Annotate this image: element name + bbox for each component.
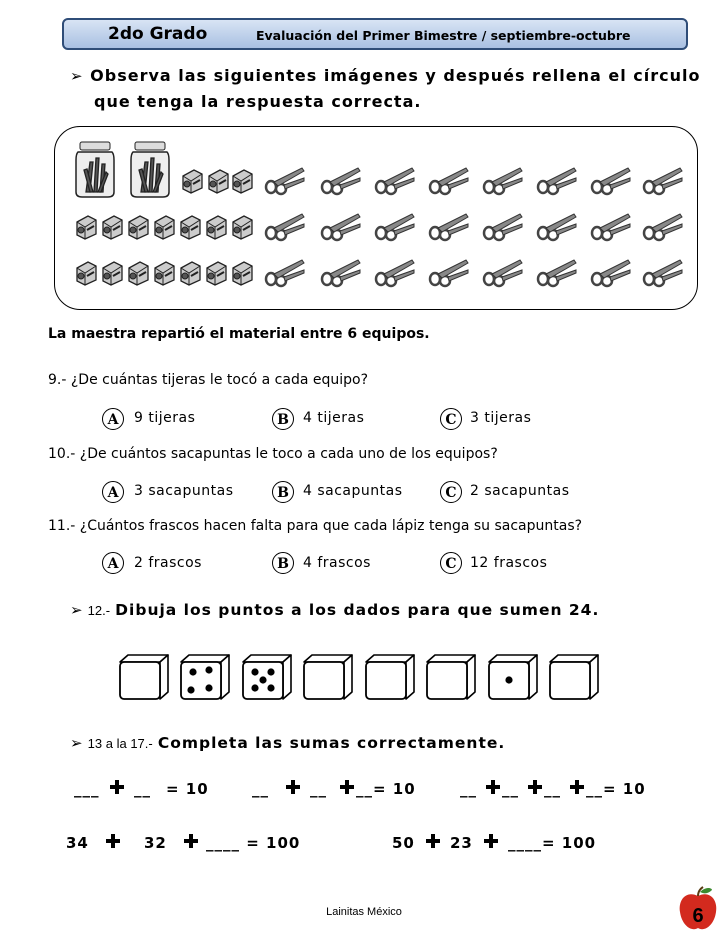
header-bar — [62, 18, 688, 50]
q10-option-a-text: 3 sacapuntas — [134, 483, 234, 499]
die-1[interactable] — [118, 652, 170, 702]
question-10: 10.- ¿De cuántos sacapuntas le toco a cada uno de los equipos? — [48, 446, 498, 462]
scissors-icon — [534, 208, 578, 242]
die-dot — [189, 668, 196, 675]
q9-option-b-bubble[interactable]: B — [272, 408, 294, 430]
footer-credit: Lainitas México — [326, 906, 402, 918]
scissors-icon — [426, 208, 470, 242]
sum1-result: = 10 — [166, 780, 209, 798]
page-number: 6 — [692, 905, 704, 927]
scissors-icon — [534, 162, 578, 196]
pencil-sharpener-icon — [100, 214, 124, 240]
sum4-addend-b: 32 — [144, 834, 167, 852]
plus-icon — [570, 780, 584, 794]
scissors-icon — [480, 208, 524, 242]
die-4[interactable] — [302, 652, 354, 702]
question-11: 11.- ¿Cuántos frascos hacen falta para que cada lápiz tenga su sacapuntas? — [48, 518, 583, 534]
sum3-blank-b[interactable]: __ — [502, 780, 519, 798]
plus-icon — [340, 780, 354, 794]
sum2-result[interactable]: __= 10 — [356, 780, 416, 798]
q11-option-a-bubble[interactable]: A — [102, 552, 124, 574]
q9-option-a-text: 9 tijeras — [134, 410, 196, 426]
scissors-icon — [426, 162, 470, 196]
instruction-line-2: que tenga la respuesta correcta. — [94, 92, 422, 111]
q11-option-b-text: 4 frascos — [303, 555, 371, 571]
scissors-icon — [588, 254, 632, 288]
sums-task-number: 13 a la 17.- — [87, 736, 153, 751]
problem-statement: La maestra repartió el material entre 6 equipos. — [48, 326, 430, 342]
sum2-blank-b[interactable]: __ — [310, 780, 327, 798]
pencil-sharpener-icon — [74, 260, 98, 286]
scissors-icon — [588, 162, 632, 196]
die-6[interactable] — [425, 652, 477, 702]
sum5-addend-a: 50 — [392, 834, 415, 852]
plus-icon — [110, 780, 124, 794]
q10-option-c-bubble[interactable]: C — [440, 481, 462, 503]
grade-label: 2do Grado — [108, 24, 208, 44]
plus-icon — [528, 780, 542, 794]
die-2[interactable] — [179, 652, 231, 702]
die-5[interactable] — [364, 652, 416, 702]
pencil-sharpener-icon — [126, 260, 150, 286]
sum3-result[interactable]: __= 10 — [586, 780, 646, 798]
q11-option-b-bubble[interactable]: B — [272, 552, 294, 574]
sums-task-text: Completa las sumas correctamente. — [157, 734, 506, 752]
pencil-sharpener-icon — [178, 214, 202, 240]
plus-icon — [486, 780, 500, 794]
q10-option-c-text: 2 sacapuntas — [470, 483, 570, 499]
pencil-sharpener-icon — [178, 260, 202, 286]
sum2-blank-a[interactable]: __ — [252, 780, 269, 798]
pencil-sharpener-icon — [204, 260, 228, 286]
pencil-sharpener-icon — [230, 214, 254, 240]
dice-task-number: 12.- — [87, 603, 111, 618]
sum3-blank-c[interactable]: __ — [544, 780, 561, 798]
scissors-icon — [262, 208, 306, 242]
sum5-blank-result[interactable]: ____= 100 — [508, 834, 597, 852]
q10-option-a-bubble[interactable]: A — [102, 481, 124, 503]
scissors-icon — [372, 162, 416, 196]
scissors-icon — [318, 162, 362, 196]
pencil-sharpener-icon — [100, 260, 124, 286]
apple-page-number-icon — [676, 886, 720, 934]
plus-icon — [106, 834, 120, 848]
die-dot — [251, 684, 258, 691]
scissors-icon — [372, 208, 416, 242]
die-dot — [267, 668, 274, 675]
scissors-icon — [318, 208, 362, 242]
dice-task-text: Dibuja los puntos a los dados para que sumen 24. — [115, 601, 600, 619]
sum1-blank-b[interactable]: __ — [134, 780, 151, 798]
pencil-sharpener-icon — [206, 168, 230, 194]
jar-with-pencils-icon — [127, 140, 173, 198]
plus-icon — [184, 834, 198, 848]
pencil-sharpener-icon — [152, 214, 176, 240]
dice-task-heading — [70, 600, 599, 619]
q10-option-b-text: 4 sacapuntas — [303, 483, 403, 499]
scissors-icon — [640, 208, 684, 242]
die-3[interactable] — [241, 652, 293, 702]
scissors-icon — [262, 162, 306, 196]
q10-option-b-bubble[interactable]: B — [272, 481, 294, 503]
instruction-text: Observa las siguientes imágenes y después rellena el círculo — [90, 66, 701, 85]
pencil-sharpener-icon — [126, 214, 150, 240]
die-dot — [259, 676, 266, 683]
arrow-bullet-icon: ➢ — [70, 734, 83, 752]
die-dot — [205, 684, 212, 691]
sum4-addend-a: 34 — [66, 834, 89, 852]
question-9: 9.- ¿De cuántas tijeras le tocó a cada equipo? — [48, 372, 369, 388]
pencil-sharpener-icon — [74, 214, 98, 240]
die-7[interactable] — [487, 652, 539, 702]
die-dot — [251, 668, 258, 675]
q9-option-c-text: 3 tijeras — [470, 410, 532, 426]
sum1-blank-a[interactable]: ___ — [74, 780, 100, 798]
die-dot — [505, 676, 512, 683]
die-8[interactable] — [548, 652, 600, 702]
q11-option-c-bubble[interactable]: C — [440, 552, 462, 574]
scissors-icon — [372, 254, 416, 288]
scissors-icon — [534, 254, 578, 288]
instruction-line-1 — [70, 66, 700, 85]
pencil-sharpener-icon — [230, 260, 254, 286]
plus-icon — [426, 834, 440, 848]
pencil-sharpener-icon — [204, 214, 228, 240]
die-dot — [267, 684, 274, 691]
scissors-icon — [480, 162, 524, 196]
sum5-addend-b: 23 — [450, 834, 473, 852]
scissors-icon — [640, 254, 684, 288]
q11-option-c-text: 12 frascos — [470, 555, 548, 571]
die-dot — [187, 686, 194, 693]
evaluation-title: Evaluación del Primer Bimestre / septiembre-octubre — [256, 28, 631, 43]
q9-option-c-bubble[interactable]: C — [440, 408, 462, 430]
plus-icon — [484, 834, 498, 848]
q9-option-b-text: 4 tijeras — [303, 410, 365, 426]
q9-option-a-bubble[interactable]: A — [102, 408, 124, 430]
sum3-blank-a[interactable]: __ — [460, 780, 477, 798]
pencil-sharpener-icon — [230, 168, 254, 194]
scissors-icon — [640, 162, 684, 196]
scissors-icon — [318, 254, 362, 288]
scissors-icon — [426, 254, 470, 288]
pencil-sharpener-icon — [152, 260, 176, 286]
arrow-bullet-icon: ➢ — [70, 67, 84, 85]
jar-with-pencils-icon — [72, 140, 118, 198]
scissors-icon — [262, 254, 306, 288]
arrow-bullet-icon: ➢ — [70, 601, 83, 619]
scissors-icon — [480, 254, 524, 288]
q11-option-a-text: 2 frascos — [134, 555, 202, 571]
pencil-sharpener-icon — [180, 168, 204, 194]
scissors-icon — [588, 208, 632, 242]
plus-icon — [286, 780, 300, 794]
die-dot — [205, 666, 212, 673]
sums-task-heading — [70, 733, 505, 752]
sum4-blank-result[interactable]: ____ = 100 — [206, 834, 301, 852]
